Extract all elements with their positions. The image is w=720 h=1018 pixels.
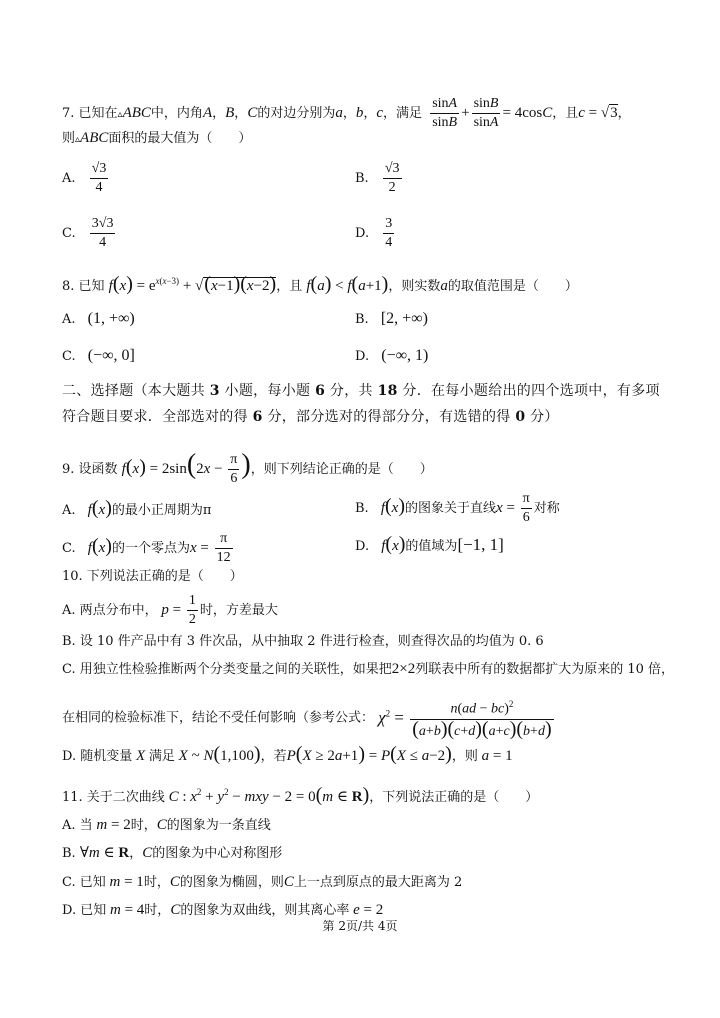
q7-option-b[interactable]: B. $\frac{√3}{2}$ bbox=[355, 161, 400, 195]
q10-option-c-line2: 在相同的检验标准下，结论不受任何影响（参考公式： $\chi^2$ = $\frac{n(ad - bc)^2}{(a+b)(c+d)(a+c)(b+d)}$ bbox=[62, 695, 556, 741]
section-2-heading-line1: 二、选择题（本大题共 3 小题，每小题 6 分，共 18 分．在每小题给出的四个选项中，有多项 bbox=[62, 383, 660, 399]
q8-stem: 8. 已知 $f(x) = e^{x(x-3)} + √(x-1)(x-2)$，且 f(a) < f(a+1)，则实数a的取值范围是（ ） bbox=[62, 273, 578, 295]
q8-option-b[interactable]: B. [2, +∞) bbox=[355, 310, 428, 327]
q7-option-d[interactable]: D. $\frac{3}{4}$ bbox=[355, 216, 393, 250]
q7-option-a[interactable]: A. $\frac{√3}{4}$ bbox=[62, 161, 107, 195]
q11-option-a[interactable]: A. 当 m = 2时，C的图象为一条直线 bbox=[62, 817, 271, 833]
q9-option-c[interactable]: C. f(x)的一个零点为x = $\frac{\pi}{12}$ bbox=[62, 531, 231, 565]
q10-option-d[interactable]: D. 随机变量 X 满足 X ~ N(1,100)，若P(X ≥ 2a+1) = P(X ≤ a−2)，则 a = 1 bbox=[62, 743, 513, 765]
q9-option-b[interactable]: B. f(x)的图象关于直线x = $\frac{\pi}{6}$ 对称 bbox=[355, 491, 560, 525]
q10-stem: 10. 下列说法正确的是（ ） bbox=[62, 569, 243, 584]
q8-option-d[interactable]: D. (−∞, 1) bbox=[355, 347, 429, 364]
q7-stem-line2: 则▵ABC面积的最大值为（ ） bbox=[62, 130, 252, 146]
q9-option-d[interactable]: D. f(x)的值域为[−1, 1] bbox=[355, 533, 504, 555]
page-footer: 第 2页/共 4页 bbox=[322, 919, 398, 933]
q9-option-a[interactable]: A. f(x)的最小正周期为π bbox=[62, 497, 212, 519]
section-2-heading-line2: 符合题目要求．全部选对的得 6 分，部分选对的得部分分，有选错的得 0 分） bbox=[62, 409, 559, 425]
q8-option-c[interactable]: C. (−∞, 0] bbox=[62, 347, 135, 364]
q8-option-a[interactable]: A. (1, +∞) bbox=[62, 310, 135, 327]
q11-option-b[interactable]: B. ∀m ∈ R，C的图象为中心对称图形 bbox=[62, 845, 283, 861]
q10-option-a[interactable]: A. 两点分布中， p = $\frac{1}{2}$ 时，方差最大 bbox=[62, 593, 278, 627]
q11-stem: 11. 关于二次曲线 C : $x^2 + y^2$ − mxy − 2 = 0(m ∈ R)，下列说法正确的是（ ） bbox=[62, 784, 539, 806]
q10-option-c-line1[interactable]: C. 用独立性检验推断两个分类变量之间的关联性，如果把2×2列联表中所有的数据都扩大为原来的 10 倍， bbox=[62, 661, 675, 677]
q11-option-d[interactable]: D. 已知 m = 4时，C的图象为双曲线，则其离心率 e = 2 bbox=[62, 902, 384, 918]
q9-stem: 9. 设函数 f(x) = 2sin(2x − $\frac{\pi}{6}$ )，则下列结论正确的是（ ） bbox=[62, 449, 433, 486]
q7-option-c[interactable]: C. $\frac{3√3}{4}$ bbox=[62, 216, 114, 250]
q11-option-c[interactable]: C. 已知 m = 1时，C的图象为椭圆，则C上一点到原点的最大距离为 2 bbox=[62, 874, 463, 890]
q10-option-b[interactable]: B. 设 10 件产品中有 3 件次品，从中抽取 2 件进行检查，则查得次品的均值为 0. 6 bbox=[62, 634, 544, 649]
q7-stem-line1: 7. 已知在▵ABC中，内角A，B，C的对边分别为a，b，c，满足 $\frac{\sin A}{\sin B}$ + $\frac{\sin B}{\sin A}$ = 4cosC，且c = √3， bbox=[62, 96, 631, 130]
